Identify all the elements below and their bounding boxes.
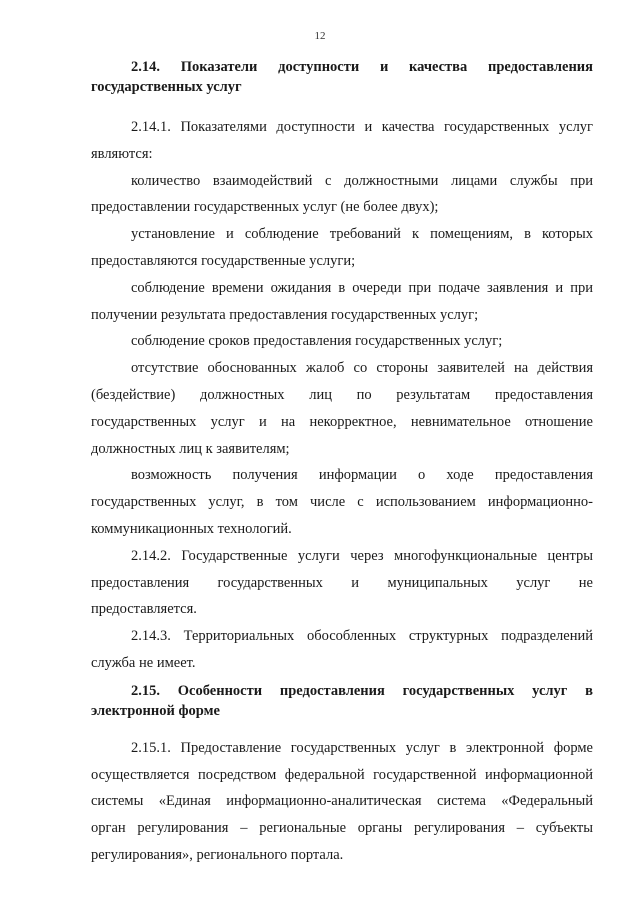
text-line: орган регулирования – региональные органы регулирования – субъекты xyxy=(91,820,593,837)
text-line: установление и соблюдение требований к помещениям, в которых xyxy=(131,226,593,243)
text-line: регулирования», регионального портала. xyxy=(91,846,344,863)
section-heading-2-15 xyxy=(91,681,593,721)
document-body xyxy=(91,57,593,869)
paragraph-2-14-1 xyxy=(91,114,593,168)
paragraph-2-15-1 xyxy=(91,735,593,869)
text-line: 2.14.2. Государственные услуги через многофункциональные центры xyxy=(131,547,593,564)
text-line: предоставляются государственные услуги; xyxy=(91,252,356,269)
page-number: 12 xyxy=(314,30,326,42)
paragraph-2-14-2 xyxy=(91,543,593,623)
text-line: государственных услуг, в том числе с использованием информационно- xyxy=(91,494,593,511)
list-item xyxy=(91,168,593,222)
text-line: (бездействие) должностных лиц по результатам предоставления xyxy=(91,386,593,403)
text-line: предоставлении государственных услуг (не более двух); xyxy=(91,199,439,216)
text-line: предоставляется. xyxy=(91,601,197,618)
text-line: служба не имеет. xyxy=(91,654,196,671)
heading-line: 2.14. Показатели доступности и качества предоставления xyxy=(131,59,593,75)
text-line: соблюдение времени ожидания в очереди при подаче заявления и при xyxy=(131,279,593,296)
list-item xyxy=(91,275,593,329)
text-line: количество взаимодействий с должностными лицами службы при xyxy=(131,172,593,189)
text-line: являются: xyxy=(91,145,153,162)
heading-line: государственных услуг xyxy=(91,79,242,95)
list-item xyxy=(91,355,593,462)
text-line: отсутствие обоснованных жалоб со стороны заявителей на действия xyxy=(131,360,593,377)
list-item xyxy=(91,462,593,542)
list-item xyxy=(91,221,593,275)
text-line: коммуникационных технологий. xyxy=(91,520,292,537)
text-line: возможность получения информации о ходе предоставления xyxy=(131,467,593,484)
text-line: должностных лиц к заявителям; xyxy=(91,440,290,457)
text-line: 2.15.1. Предоставление государственных услуг в электронной форме xyxy=(131,739,593,756)
text-line: государственных услуг и на некорректное, невнимательное отношение xyxy=(91,413,593,430)
text-line: системы «Единая информационно-аналитическая система «Федеральный xyxy=(91,793,593,810)
text-line: соблюдение сроков предоставления государственных услуг; xyxy=(131,333,503,350)
text-line: 2.14.1. Показателями доступности и качества государственных услуг xyxy=(131,119,593,135)
section-heading-2-14 xyxy=(91,57,593,97)
text-line: предоставления государственных и муниципальных услуг не xyxy=(91,574,593,591)
heading-line: электронной форме xyxy=(91,702,220,719)
list-item xyxy=(91,328,593,355)
text-line: 2.14.3. Территориальных обособленных структурных подразделений xyxy=(131,628,593,645)
heading-line: 2.15. Особенности предоставления государственных услуг в xyxy=(131,682,593,699)
text-line: осуществляется посредством федеральной государственной информационной xyxy=(91,766,593,783)
paragraph-2-14-3 xyxy=(91,623,593,677)
text-line: получении результата предоставления государственных услуг; xyxy=(91,306,479,323)
